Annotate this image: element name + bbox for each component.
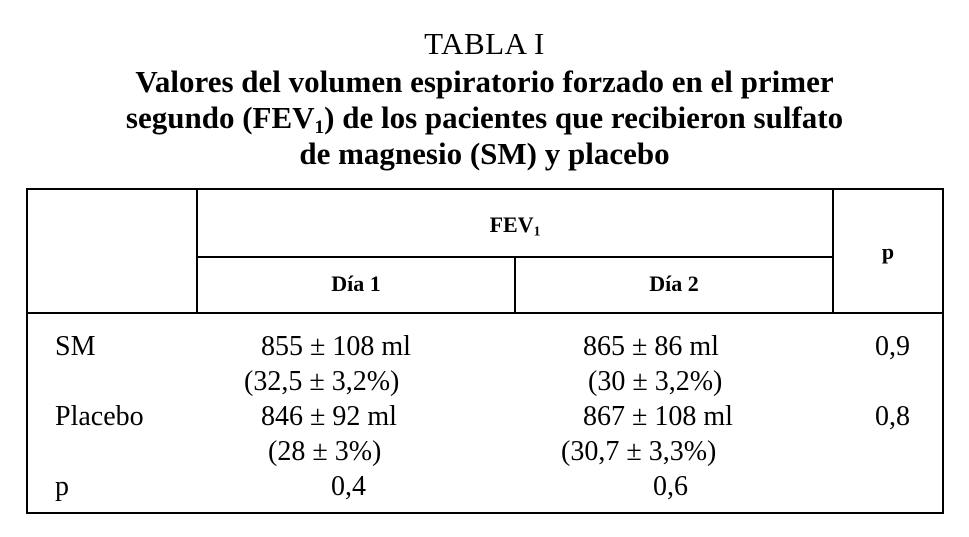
- sm-day1-value: 855 ± 108 ml: [261, 331, 411, 362]
- placebo-p-value: 0,8: [875, 401, 910, 432]
- caption-line-2-start: segundo (FEV: [125, 100, 315, 135]
- header-day-1: Día 1: [331, 271, 381, 296]
- header-bottom-rule: [28, 312, 942, 314]
- header-fev1: [198, 212, 832, 238]
- sm-day1-percent: (32,5 ± 3,2%): [244, 366, 400, 397]
- row-label-p: p: [55, 471, 69, 502]
- caption-line-1: Valores del volumen espiratorio forzado en el primer: [135, 64, 834, 99]
- sm-p-value: 0,9: [875, 331, 910, 362]
- p-row-day1: 0,4: [331, 471, 366, 502]
- p-row-day2: 0,6: [653, 471, 688, 502]
- header-fev1-main: FEV: [489, 212, 534, 237]
- header-subrule: [196, 256, 834, 258]
- caption-line-2: [0, 100, 969, 136]
- placebo-day2-percent: (30,7 ± 3,3%): [561, 436, 717, 467]
- placebo-day1-percent: (28 ± 3%): [268, 436, 382, 467]
- caption-line-3: de magnesio (SM) y placebo: [299, 136, 670, 171]
- data-table: [26, 188, 944, 514]
- header-p: p: [881, 239, 895, 264]
- placebo-day1-value: 846 ± 92 ml: [261, 401, 397, 432]
- caption-line-2-end: ) de los pacientes que recibieron sulfato: [324, 100, 844, 135]
- placebo-day2-value: 867 ± 108 ml: [583, 401, 733, 432]
- header-day-2: Día 2: [649, 271, 699, 296]
- table-caption: [0, 64, 969, 172]
- caption-fev-subscript: 1: [314, 116, 325, 138]
- row-label-sm: SM: [55, 331, 96, 362]
- row-label-placebo: Placebo: [55, 401, 144, 432]
- table-label: TABLA I: [424, 26, 545, 61]
- header-fev1-subscript: 1: [533, 223, 541, 239]
- sm-day2-percent: (30 ± 3,2%): [588, 366, 723, 397]
- sm-day2-value: 865 ± 86 ml: [583, 331, 719, 362]
